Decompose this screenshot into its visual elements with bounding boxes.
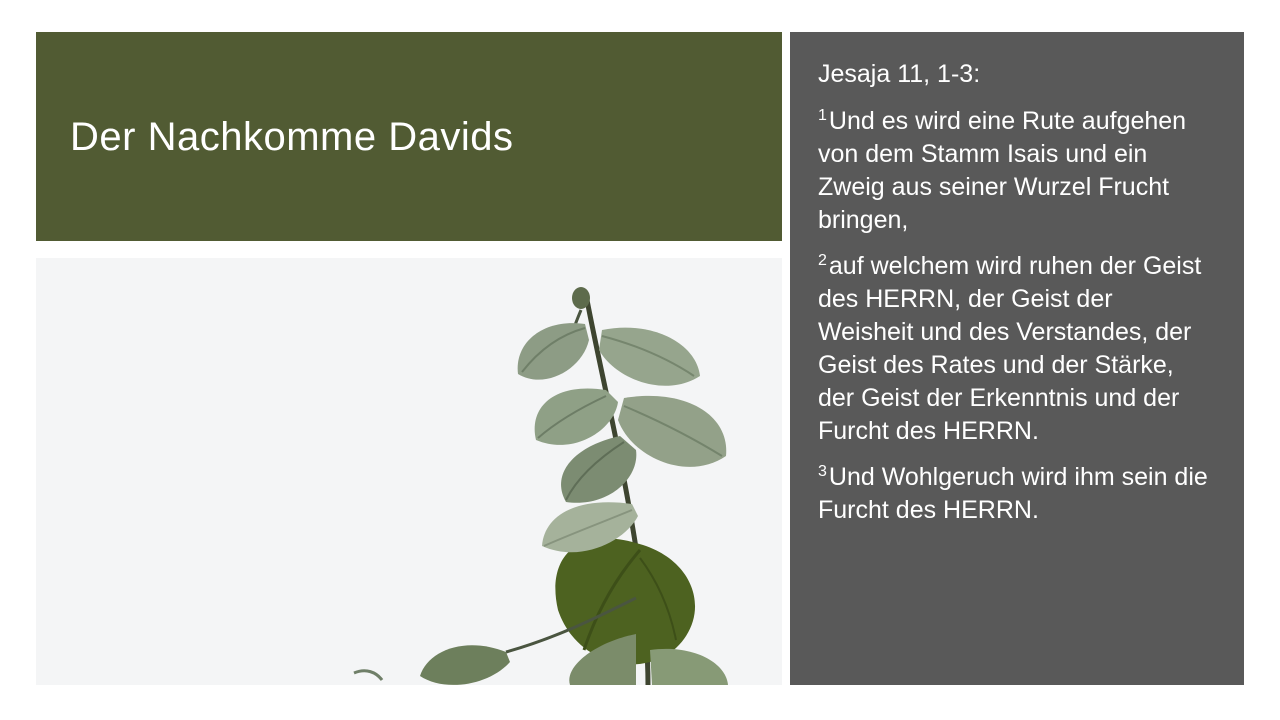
verse-3: [818, 461, 1210, 527]
scripture-reference: Jesaja 11, 1-3:: [818, 60, 981, 88]
scripture-panel: [790, 32, 1244, 685]
verse-2: [818, 250, 1210, 448]
title-band: [36, 32, 782, 241]
verse-number-3: 3: [818, 462, 827, 480]
verse-text-1: Und es wird eine Rute aufgehen von dem Stamm Isais und ein Zweig aus seiner Wurzel Frucht bringen,: [818, 107, 1187, 234]
verse-text-2: auf welchem wird ruhen der Geist des HERRN, der Geist der Weisheit und des Verstandes, der Geist des Rates und der Stärke, der Geist der Erkenntnis und der Furcht des HERRN.: [818, 252, 1202, 445]
verse-text-3: Und Wohlgeruch wird ihm sein die Furcht des HERRN.: [818, 463, 1208, 524]
verse-number-1: 1: [818, 106, 827, 124]
verse-1: [818, 105, 1210, 237]
page-title: Der Nachkomme Davids: [70, 114, 514, 159]
eucalyptus-branch-icon: [36, 258, 782, 685]
verse-number-2: 2: [818, 251, 827, 269]
slide-image: [36, 258, 782, 685]
